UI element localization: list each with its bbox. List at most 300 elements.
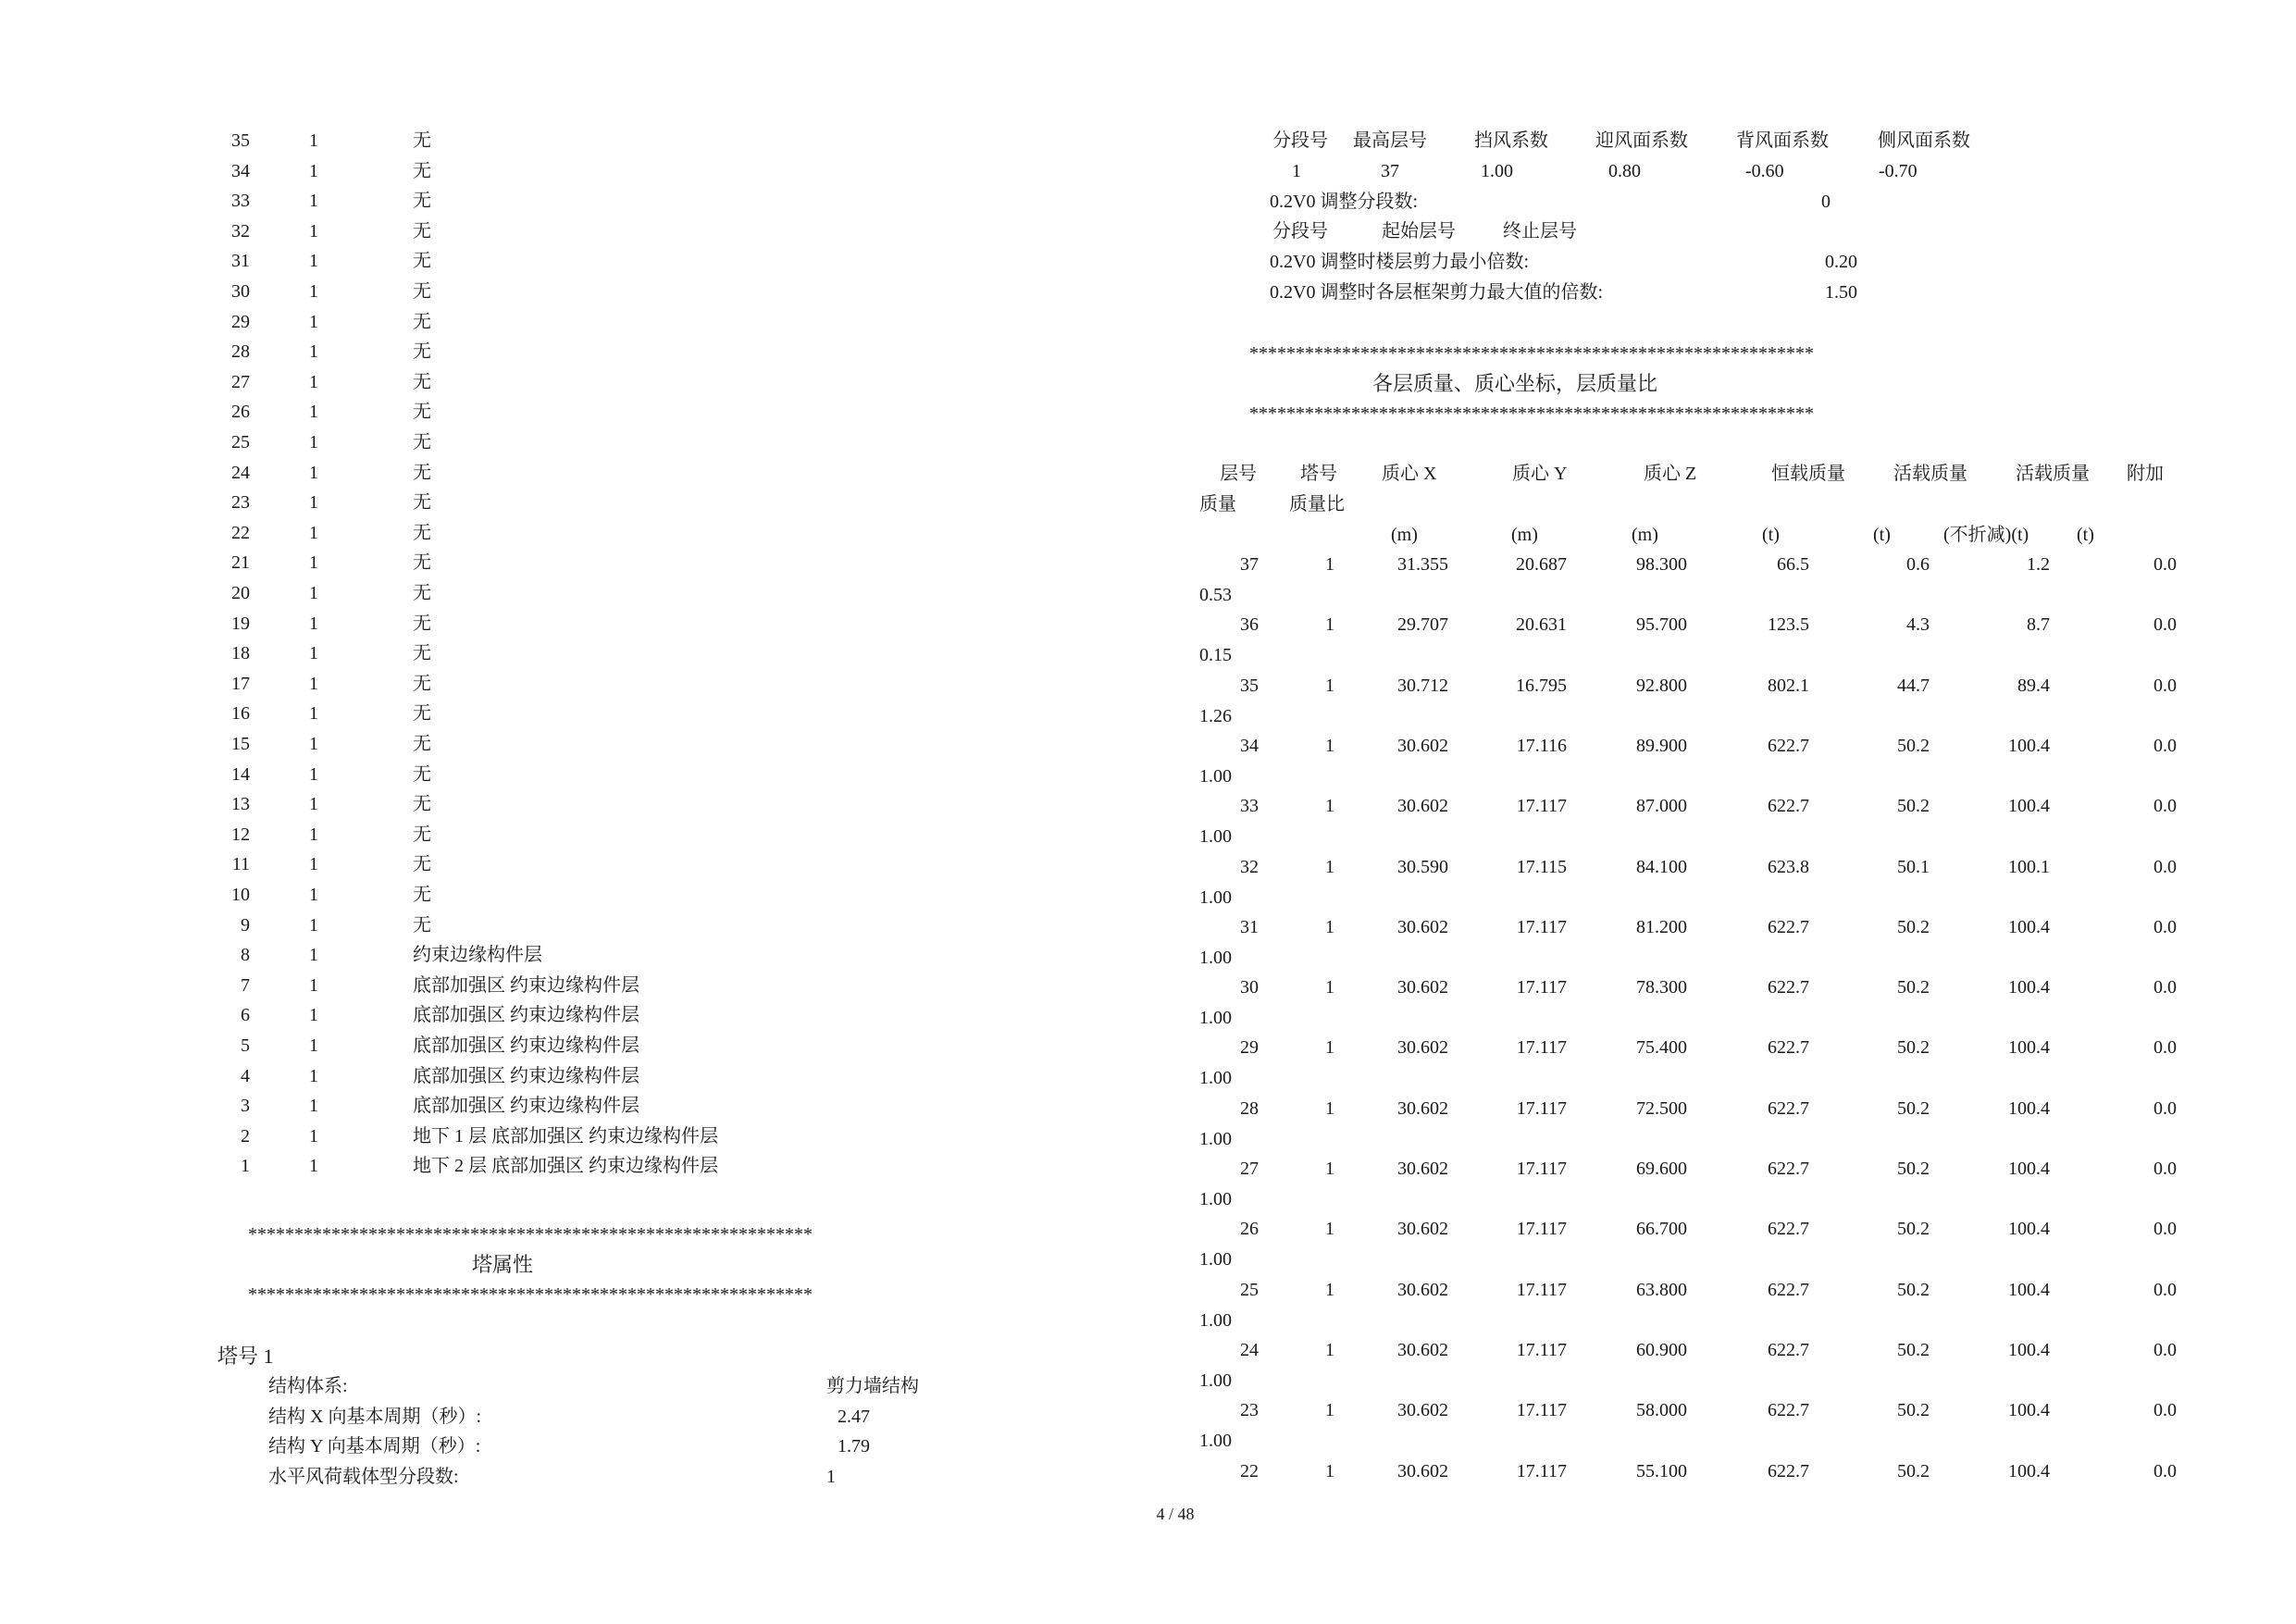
mass-floor: 22 — [1240, 1461, 1259, 1481]
tower-number: 1 — [309, 1096, 318, 1116]
mass-live-unreduced: 100.1 — [2008, 857, 2050, 877]
prop-value-wind-segments: 1 — [826, 1467, 836, 1487]
mass-additional: 0.0 — [2153, 1461, 2177, 1481]
mass-live-unreduced: 100.4 — [2008, 1098, 2050, 1119]
mass-dead-load: 622.7 — [1768, 1159, 1809, 1179]
mass-header-mass: 质量 — [1199, 494, 1236, 514]
tower-number: 1 — [309, 161, 318, 181]
mass-centroid-z: 60.900 — [1636, 1340, 1687, 1360]
floor-attribute: 无 — [413, 643, 431, 663]
seg-header-segment: 分段号 — [1272, 221, 1328, 242]
mass-live-unreduced: 100.4 — [2008, 1159, 2050, 1179]
mass-additional: 0.0 — [2153, 796, 2177, 816]
mass-ratio: 1.00 — [1199, 766, 1232, 787]
floor-attribute: 无 — [413, 764, 431, 785]
mass-dead-load: 622.7 — [1768, 917, 1809, 937]
prop-label-structure-system: 结构体系: — [268, 1376, 348, 1396]
mass-additional: 0.0 — [2153, 1340, 2177, 1360]
floor-number: 11 — [231, 854, 250, 874]
mass-live-unreduced: 100.4 — [2008, 1037, 2050, 1058]
max-ratio-label: 0.2V0 调整时各层框架剪力最大值的倍数: — [1270, 282, 1603, 303]
adj-count-value: 0 — [1821, 192, 1831, 212]
max-ratio-value: 1.50 — [1825, 282, 1857, 303]
floor-number: 32 — [231, 221, 250, 242]
tower-number: 1 — [309, 130, 318, 151]
mass-additional: 0.0 — [2153, 917, 2177, 937]
tower-number: 1 — [309, 583, 318, 603]
floor-attribute: 底部加强区 约束边缘构件层 — [413, 1035, 639, 1056]
mass-floor: 30 — [1240, 977, 1259, 998]
mass-additional: 0.0 — [2153, 1219, 2177, 1239]
mass-additional: 0.0 — [2153, 977, 2177, 998]
mass-centroid-z: 98.300 — [1636, 554, 1687, 575]
tower-number: 1 — [309, 1126, 318, 1147]
mass-floor: 36 — [1240, 614, 1259, 635]
floor-attribute: 无 — [413, 523, 431, 543]
mass-floor: 24 — [1240, 1340, 1259, 1360]
mass-additional: 0.0 — [2153, 1037, 2177, 1058]
floor-number: 22 — [231, 523, 250, 543]
mass-centroid-x: 30.602 — [1397, 796, 1448, 816]
mass-live-load: 50.2 — [1897, 1159, 1930, 1179]
tower-number: 1 — [309, 945, 318, 965]
mass-additional: 0.0 — [2153, 554, 2177, 575]
mass-dead-load: 622.7 — [1768, 1400, 1809, 1420]
mass-dead-load: 622.7 — [1768, 1037, 1809, 1058]
mass-centroid-z: 95.700 — [1636, 614, 1687, 635]
mass-centroid-z: 55.100 — [1636, 1461, 1687, 1481]
page-number: 4 / 48 — [1156, 1505, 1195, 1523]
floor-number: 27 — [231, 372, 250, 392]
floor-number: 35 — [231, 130, 250, 151]
mass-live-unreduced: 100.4 — [2008, 1219, 2050, 1239]
mass-ratio: 1.00 — [1199, 1068, 1232, 1088]
mass-centroid-z: 89.900 — [1636, 736, 1687, 756]
mass-dead-load: 622.7 — [1768, 1098, 1809, 1119]
prop-label-wind-segments: 水平风荷载体型分段数: — [268, 1467, 459, 1487]
tower-number: 1 — [309, 1066, 318, 1086]
floor-number: 1 — [241, 1156, 250, 1176]
floor-attribute: 约束边缘构件层 — [413, 945, 542, 965]
mass-dead-load: 802.1 — [1768, 676, 1809, 696]
floor-attribute: 无 — [413, 312, 431, 332]
mass-centroid-y: 17.116 — [1516, 736, 1567, 756]
mass-centroid-y: 17.117 — [1516, 1219, 1567, 1239]
floor-number: 20 — [231, 583, 250, 603]
mass-header-centroid-x: 质心 X — [1382, 464, 1437, 484]
mass-ratio: 1.00 — [1199, 1008, 1232, 1028]
floor-attribute: 无 — [413, 191, 431, 211]
wind-value-shielding: 1.00 — [1481, 161, 1513, 181]
floor-attribute: 无 — [413, 281, 431, 302]
mass-centroid-x: 30.602 — [1397, 736, 1448, 756]
tower-number: 1 — [309, 975, 318, 996]
mass-centroid-y: 17.117 — [1516, 796, 1567, 816]
mass-live-load: 50.2 — [1897, 977, 1930, 998]
mass-tower: 1 — [1325, 614, 1334, 635]
mass-unit-additional: (t) — [2077, 525, 2094, 545]
mass-centroid-z: 58.000 — [1636, 1400, 1687, 1420]
section-divider-top: ************************************************************* — [248, 1224, 813, 1245]
mass-live-load: 50.2 — [1897, 1280, 1930, 1300]
mass-centroid-y: 20.631 — [1516, 614, 1567, 635]
floor-number: 34 — [231, 161, 250, 181]
floor-number: 9 — [241, 915, 250, 936]
tower-number: 1 — [309, 734, 318, 754]
tower-number: 1 — [309, 191, 318, 211]
mass-live-load: 50.2 — [1897, 1340, 1930, 1360]
tower-number: 1 — [309, 251, 318, 271]
mass-centroid-x: 30.602 — [1397, 1159, 1448, 1179]
wind-header-segment: 分段号 — [1272, 130, 1328, 151]
tower-number: 1 — [309, 402, 318, 422]
tower-label: 塔号 1 — [217, 1345, 274, 1368]
mass-live-unreduced: 100.4 — [2008, 917, 2050, 937]
floor-number: 33 — [231, 191, 250, 211]
section-title-tower-properties: 塔属性 — [472, 1253, 534, 1276]
mass-centroid-z: 69.600 — [1636, 1159, 1687, 1179]
mass-dead-load: 622.7 — [1768, 736, 1809, 756]
mass-ratio: 1.00 — [1199, 826, 1232, 847]
wind-header-shielding: 挡风系数 — [1474, 130, 1548, 151]
mass-live-load: 50.2 — [1897, 1098, 1930, 1119]
floor-attribute: 无 — [413, 703, 431, 724]
mass-live-load: 50.2 — [1897, 1400, 1930, 1420]
mass-live-unreduced: 100.4 — [2008, 1461, 2050, 1481]
mass-header-centroid-z: 质心 Z — [1644, 464, 1697, 484]
mass-live-load: 50.2 — [1897, 917, 1930, 937]
mass-dead-load: 66.5 — [1777, 554, 1809, 575]
mass-centroid-x: 30.602 — [1397, 917, 1448, 937]
mass-centroid-z: 81.200 — [1636, 917, 1687, 937]
mass-dead-load: 622.7 — [1768, 1280, 1809, 1300]
wind-value-leeward: -0.60 — [1745, 161, 1784, 181]
mass-dead-load: 622.7 — [1768, 1219, 1809, 1239]
section-divider-bottom: ************************************************************* — [248, 1284, 813, 1305]
mass-centroid-z: 66.700 — [1636, 1219, 1687, 1239]
tower-number: 1 — [309, 674, 318, 694]
floor-number: 23 — [231, 492, 250, 513]
tower-number: 1 — [309, 552, 318, 573]
floor-attribute: 无 — [413, 251, 431, 271]
wind-value-segment: 1 — [1292, 161, 1301, 181]
mass-dead-load: 622.7 — [1768, 796, 1809, 816]
floor-number: 31 — [231, 251, 250, 271]
mass-dead-load: 622.7 — [1768, 1461, 1809, 1481]
wind-value-top-floor: 37 — [1381, 161, 1399, 181]
floor-attribute: 无 — [413, 221, 431, 242]
floor-attribute: 无 — [413, 432, 431, 452]
floor-number: 24 — [231, 463, 250, 483]
mass-unit-y: (m) — [1511, 525, 1538, 545]
tower-number: 1 — [309, 1035, 318, 1056]
mass-additional: 0.0 — [2153, 736, 2177, 756]
mass-header-floor: 层号 — [1220, 464, 1257, 484]
mass-dead-load: 123.5 — [1768, 614, 1809, 635]
tower-number: 1 — [309, 221, 318, 242]
mass-ratio: 1.26 — [1199, 706, 1232, 726]
mass-centroid-y: 17.117 — [1516, 1098, 1567, 1119]
wind-header-side: 侧风面系数 — [1878, 130, 1970, 151]
mass-centroid-y: 17.117 — [1516, 977, 1567, 998]
floor-number: 16 — [231, 703, 250, 724]
mass-centroid-z: 84.100 — [1636, 857, 1687, 877]
floor-attribute: 底部加强区 约束边缘构件层 — [413, 1066, 639, 1086]
mass-centroid-x: 29.707 — [1397, 614, 1448, 635]
floor-attribute: 无 — [413, 674, 431, 694]
mass-centroid-x: 30.712 — [1397, 676, 1448, 696]
mass-section-divider-bottom: ************************************************************* — [1249, 403, 1814, 424]
mass-floor: 32 — [1240, 857, 1259, 877]
tower-number: 1 — [309, 463, 318, 483]
mass-additional: 0.0 — [2153, 614, 2177, 635]
mass-section-divider-top: ************************************************************* — [1249, 343, 1814, 364]
prop-value-structure-system: 剪力墙结构 — [826, 1376, 919, 1396]
floor-attribute: 无 — [413, 402, 431, 422]
mass-centroid-z: 78.300 — [1636, 977, 1687, 998]
floor-number: 12 — [231, 824, 250, 845]
prop-value-y-period: 1.79 — [838, 1436, 870, 1457]
floor-attribute: 无 — [413, 614, 431, 634]
mass-centroid-y: 20.687 — [1516, 554, 1567, 575]
mass-floor: 33 — [1240, 796, 1259, 816]
mass-ratio: 1.00 — [1199, 1129, 1232, 1149]
mass-centroid-x: 31.355 — [1397, 554, 1448, 575]
mass-floor: 34 — [1240, 736, 1259, 756]
mass-tower: 1 — [1325, 1400, 1334, 1420]
floor-attribute: 无 — [413, 885, 431, 905]
mass-centroid-x: 30.590 — [1397, 857, 1448, 877]
tower-number: 1 — [309, 492, 318, 513]
mass-centroid-y: 17.115 — [1516, 857, 1567, 877]
mass-additional: 0.0 — [2153, 857, 2177, 877]
mass-centroid-y: 17.117 — [1516, 1400, 1567, 1420]
tower-number: 1 — [309, 281, 318, 302]
floor-number: 21 — [231, 552, 250, 573]
floor-number: 30 — [231, 281, 250, 302]
mass-dead-load: 622.7 — [1768, 1340, 1809, 1360]
mass-live-load: 44.7 — [1897, 676, 1930, 696]
mass-tower: 1 — [1325, 1340, 1334, 1360]
mass-tower: 1 — [1325, 1159, 1334, 1179]
floor-number: 7 — [241, 975, 250, 996]
mass-live-load: 50.2 — [1897, 1037, 1930, 1058]
mass-centroid-x: 30.602 — [1397, 1461, 1448, 1481]
floor-attribute: 无 — [413, 341, 431, 362]
mass-unit-x: (m) — [1391, 525, 1418, 545]
mass-unit-live: (t) — [1873, 525, 1891, 545]
floor-number: 10 — [231, 885, 250, 905]
floor-number: 8 — [241, 945, 250, 965]
mass-centroid-z: 92.800 — [1636, 676, 1687, 696]
mass-unit-live-unreduced: (不折减)(t) — [1943, 525, 2029, 545]
mass-header-centroid-y: 质心 Y — [1512, 464, 1568, 484]
floor-attribute: 无 — [413, 915, 431, 936]
mass-centroid-x: 30.602 — [1397, 1219, 1448, 1239]
mass-ratio: 1.00 — [1199, 1310, 1232, 1331]
mass-live-load: 4.3 — [1906, 614, 1930, 635]
mass-tower: 1 — [1325, 1219, 1334, 1239]
floor-number: 28 — [231, 341, 250, 362]
min-ratio-value: 0.20 — [1825, 252, 1857, 272]
mass-centroid-x: 30.602 — [1397, 1400, 1448, 1420]
mass-centroid-y: 17.117 — [1516, 1159, 1567, 1179]
floor-attribute: 底部加强区 约束边缘构件层 — [413, 1005, 639, 1025]
mass-additional: 0.0 — [2153, 1159, 2177, 1179]
mass-tower: 1 — [1325, 554, 1334, 575]
floor-number: 19 — [231, 614, 250, 634]
wind-header-windward: 迎风面系数 — [1595, 130, 1688, 151]
wind-header-leeward: 背风面系数 — [1736, 130, 1829, 151]
mass-centroid-y: 17.117 — [1516, 1037, 1567, 1058]
mass-centroid-y: 17.117 — [1516, 1280, 1567, 1300]
floor-attribute: 地下 1 层 底部加强区 约束边缘构件层 — [413, 1126, 718, 1147]
floor-attribute: 底部加强区 约束边缘构件层 — [413, 1096, 639, 1116]
mass-ratio: 1.00 — [1199, 1431, 1232, 1451]
floor-attribute: 地下 2 层 底部加强区 约束边缘构件层 — [413, 1156, 718, 1176]
min-ratio-label: 0.2V0 调整时楼层剪力最小倍数: — [1270, 252, 1529, 272]
mass-centroid-x: 30.602 — [1397, 977, 1448, 998]
floor-number: 4 — [241, 1066, 250, 1086]
mass-additional: 0.0 — [2153, 1400, 2177, 1420]
mass-header-tower: 塔号 — [1300, 464, 1337, 484]
mass-floor: 27 — [1240, 1159, 1259, 1179]
mass-floor: 37 — [1240, 554, 1259, 575]
mass-ratio: 0.15 — [1199, 645, 1232, 665]
prop-value-x-period: 2.47 — [838, 1407, 870, 1427]
floor-attribute: 无 — [413, 130, 431, 151]
wind-header-top-floor: 最高层号 — [1353, 130, 1427, 151]
floor-number: 29 — [231, 312, 250, 332]
mass-tower: 1 — [1325, 1280, 1334, 1300]
seg-header-end-floor: 终止层号 — [1503, 221, 1577, 242]
floor-attribute: 无 — [413, 552, 431, 573]
mass-centroid-x: 30.602 — [1397, 1280, 1448, 1300]
mass-floor: 31 — [1240, 917, 1259, 937]
mass-additional: 0.0 — [2153, 1098, 2177, 1119]
mass-tower: 1 — [1325, 736, 1334, 756]
mass-header-live-load-unreduced: 活载质量 — [2016, 464, 2090, 484]
tower-number: 1 — [309, 1005, 318, 1025]
tower-number: 1 — [309, 432, 318, 452]
mass-centroid-x: 30.602 — [1397, 1037, 1448, 1058]
floor-number: 15 — [231, 734, 250, 754]
floor-number: 5 — [241, 1035, 250, 1056]
adj-count-label: 0.2V0 调整分段数: — [1270, 192, 1418, 212]
floor-attribute: 底部加强区 约束边缘构件层 — [413, 975, 639, 996]
mass-ratio: 1.00 — [1199, 1189, 1232, 1209]
floor-number: 3 — [241, 1096, 250, 1116]
floor-number: 2 — [241, 1126, 250, 1147]
mass-section-title: 各层质量、质心坐标，层质量比 — [1372, 372, 1658, 395]
mass-tower: 1 — [1325, 977, 1334, 998]
mass-live-load: 50.2 — [1897, 1219, 1930, 1239]
tower-number: 1 — [309, 824, 318, 845]
mass-floor: 29 — [1240, 1037, 1259, 1058]
mass-tower: 1 — [1325, 857, 1334, 877]
floor-attribute: 无 — [413, 854, 431, 874]
floor-number: 14 — [231, 764, 250, 785]
mass-centroid-y: 16.795 — [1516, 676, 1567, 696]
floor-attribute: 无 — [413, 583, 431, 603]
mass-dead-load: 622.7 — [1768, 977, 1809, 998]
mass-unit-dead: (t) — [1762, 525, 1780, 545]
mass-live-load: 50.2 — [1897, 796, 1930, 816]
mass-ratio: 1.00 — [1199, 1370, 1232, 1391]
tower-number: 1 — [309, 643, 318, 663]
tower-number: 1 — [309, 764, 318, 785]
mass-live-unreduced: 89.4 — [2017, 676, 2050, 696]
mass-centroid-y: 17.117 — [1516, 1461, 1567, 1481]
mass-floor: 23 — [1240, 1400, 1259, 1420]
mass-additional: 0.0 — [2153, 676, 2177, 696]
floor-number: 25 — [231, 432, 250, 452]
mass-ratio: 1.00 — [1199, 887, 1232, 908]
tower-number: 1 — [309, 854, 318, 874]
tower-number: 1 — [309, 915, 318, 936]
tower-number: 1 — [309, 614, 318, 634]
floor-attribute: 无 — [413, 824, 431, 845]
mass-centroid-z: 63.800 — [1636, 1280, 1687, 1300]
prop-label-y-period: 结构 Y 向基本周期（秒）: — [268, 1436, 481, 1457]
mass-live-load: 50.2 — [1897, 736, 1930, 756]
wind-value-side: -0.70 — [1879, 161, 1917, 181]
mass-live-unreduced: 100.4 — [2008, 736, 2050, 756]
mass-live-unreduced: 100.4 — [2008, 796, 2050, 816]
floor-attribute: 无 — [413, 161, 431, 181]
mass-centroid-z: 87.000 — [1636, 796, 1687, 816]
mass-additional: 0.0 — [2153, 1280, 2177, 1300]
floor-attribute: 无 — [413, 372, 431, 392]
mass-ratio: 0.53 — [1199, 585, 1232, 605]
mass-header-dead-load: 恒载质量 — [1771, 464, 1845, 484]
floor-number: 17 — [231, 674, 250, 694]
mass-ratio: 1.00 — [1199, 1249, 1232, 1270]
wind-value-windward: 0.80 — [1608, 161, 1641, 181]
mass-floor: 28 — [1240, 1098, 1259, 1119]
mass-live-unreduced: 100.4 — [2008, 1340, 2050, 1360]
floor-attribute: 无 — [413, 794, 431, 814]
mass-header-additional: 附加 — [2127, 464, 2164, 484]
tower-number: 1 — [309, 885, 318, 905]
mass-live-load: 50.2 — [1897, 1461, 1930, 1481]
mass-live-load: 0.6 — [1906, 554, 1930, 575]
floor-attribute: 无 — [413, 734, 431, 754]
mass-floor: 25 — [1240, 1280, 1259, 1300]
mass-tower: 1 — [1325, 1037, 1334, 1058]
mass-live-unreduced: 1.2 — [2027, 554, 2050, 575]
mass-live-unreduced: 100.4 — [2008, 1400, 2050, 1420]
mass-tower: 1 — [1325, 1461, 1334, 1481]
mass-floor: 26 — [1240, 1219, 1259, 1239]
mass-ratio: 1.00 — [1199, 948, 1232, 968]
mass-centroid-x: 30.602 — [1397, 1340, 1448, 1360]
mass-centroid-z: 75.400 — [1636, 1037, 1687, 1058]
tower-number: 1 — [309, 372, 318, 392]
mass-tower: 1 — [1325, 1098, 1334, 1119]
floor-number: 6 — [241, 1005, 250, 1025]
tower-number: 1 — [309, 1156, 318, 1176]
floor-number: 13 — [231, 794, 250, 814]
floor-attribute: 无 — [413, 463, 431, 483]
mass-floor: 35 — [1240, 676, 1259, 696]
mass-centroid-y: 17.117 — [1516, 917, 1567, 937]
mass-tower: 1 — [1325, 676, 1334, 696]
mass-live-load: 50.1 — [1897, 857, 1930, 877]
tower-number: 1 — [309, 341, 318, 362]
mass-centroid-z: 72.500 — [1636, 1098, 1687, 1119]
floor-number: 18 — [231, 643, 250, 663]
